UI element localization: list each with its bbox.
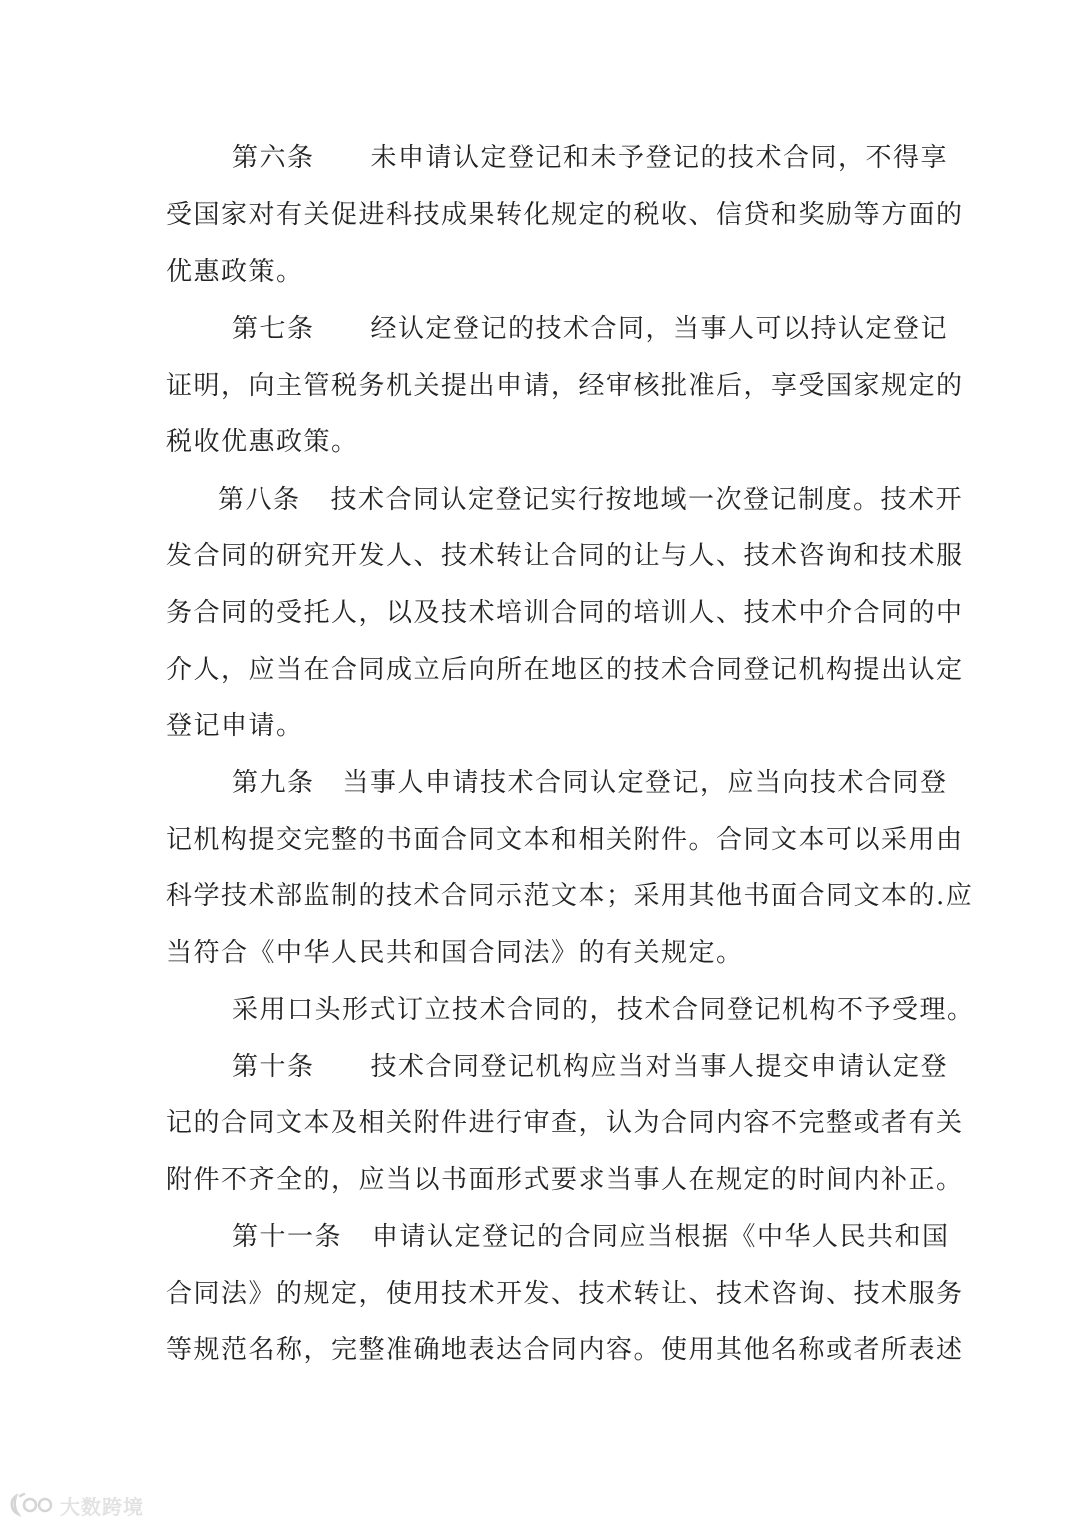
article-11-line-3: 等规范名称，完整准确地表达合同内容。使用其他名称或者所表述 — [166, 1335, 964, 1365]
article-8-line-5: 登记申请。 — [166, 711, 304, 741]
article-8-text: 技术合同认定登记实行按地域一次登记制度。技术开 — [330, 485, 964, 515]
article-8-line-4: 介人，应当在合同成立后向所在地区的技术合同登记机构提出认定 — [166, 655, 964, 685]
article-6-line-3: 优惠政策。 — [166, 257, 304, 287]
article-10-line-2: 记的合同文本及相关附件进行审查，认为合同内容不完整或者有关 — [166, 1108, 964, 1138]
article-10-line-3: 附件不齐全的，应当以书面形式要求当事人在规定的时间内补正。 — [166, 1165, 964, 1195]
article-11-first-line — [232, 1217, 950, 1257]
article-9-line-2: 记机构提交完整的书面合同文本和相关附件。合同文本可以采用由 — [166, 825, 964, 855]
article-8-heading: 第八条 — [218, 485, 301, 515]
article-6-text: 未申请认定登记和未予登记的技术合同，不得享 — [370, 143, 949, 173]
article-8-line-3: 务合同的受托人，以及技术培训合同的培训人、技术中介合同的中 — [166, 598, 964, 628]
logo-icon — [8, 1492, 56, 1518]
article-9-line-3: 科学技术部监制的技术合同示范文本；采用其他书面合同文本的.应 — [166, 881, 974, 911]
article-7-heading: 第七条 — [232, 314, 315, 344]
article-7-line-3: 税收优惠政策。 — [166, 427, 359, 457]
article-7-first-line — [232, 309, 949, 349]
article-6-line-2: 受国家对有关促进科技成果转化规定的税收、信贷和奖励等方面的 — [166, 200, 964, 230]
watermark — [8, 1490, 144, 1520]
oral-form-paragraph: 采用口头形式订立技术合同的，技术合同登记机构不予受理。 — [232, 995, 975, 1025]
article-10-first-line — [232, 1047, 949, 1087]
watermark-text: 大数跨境 — [60, 1494, 144, 1519]
article-9-heading: 第九条 — [232, 768, 315, 798]
article-9-text: 当事人申请技术合同认定登记，应当向技术合同登 — [342, 768, 948, 798]
article-6-first-line — [232, 138, 949, 178]
article-11-heading: 第十一条 — [232, 1222, 343, 1252]
article-9-line-4: 当符合《中华人民共和国合同法》的有关规定。 — [166, 938, 744, 968]
article-7-line-2: 证明，向主管税务机关提出申请，经审核批准后，享受国家规定的 — [166, 371, 964, 401]
article-8-line-2: 发合同的研究开发人、技术转让合同的让与人、技术咨询和技术服 — [166, 541, 964, 571]
article-7-text: 经认定登记的技术合同，当事人可以持认定登记 — [370, 314, 949, 344]
article-10-heading: 第十条 — [232, 1052, 315, 1082]
article-8-first-line — [218, 480, 964, 520]
article-11-line-2: 合同法》的规定，使用技术开发、技术转让、技术咨询、技术服务 — [166, 1279, 964, 1309]
article-11-text: 申请认定登记的合同应当根据《中华人民共和国 — [372, 1222, 950, 1252]
article-9-first-line — [232, 763, 948, 803]
article-6-heading: 第六条 — [232, 143, 315, 173]
article-10-text: 技术合同登记机构应当对当事人提交申请认定登 — [370, 1052, 949, 1082]
